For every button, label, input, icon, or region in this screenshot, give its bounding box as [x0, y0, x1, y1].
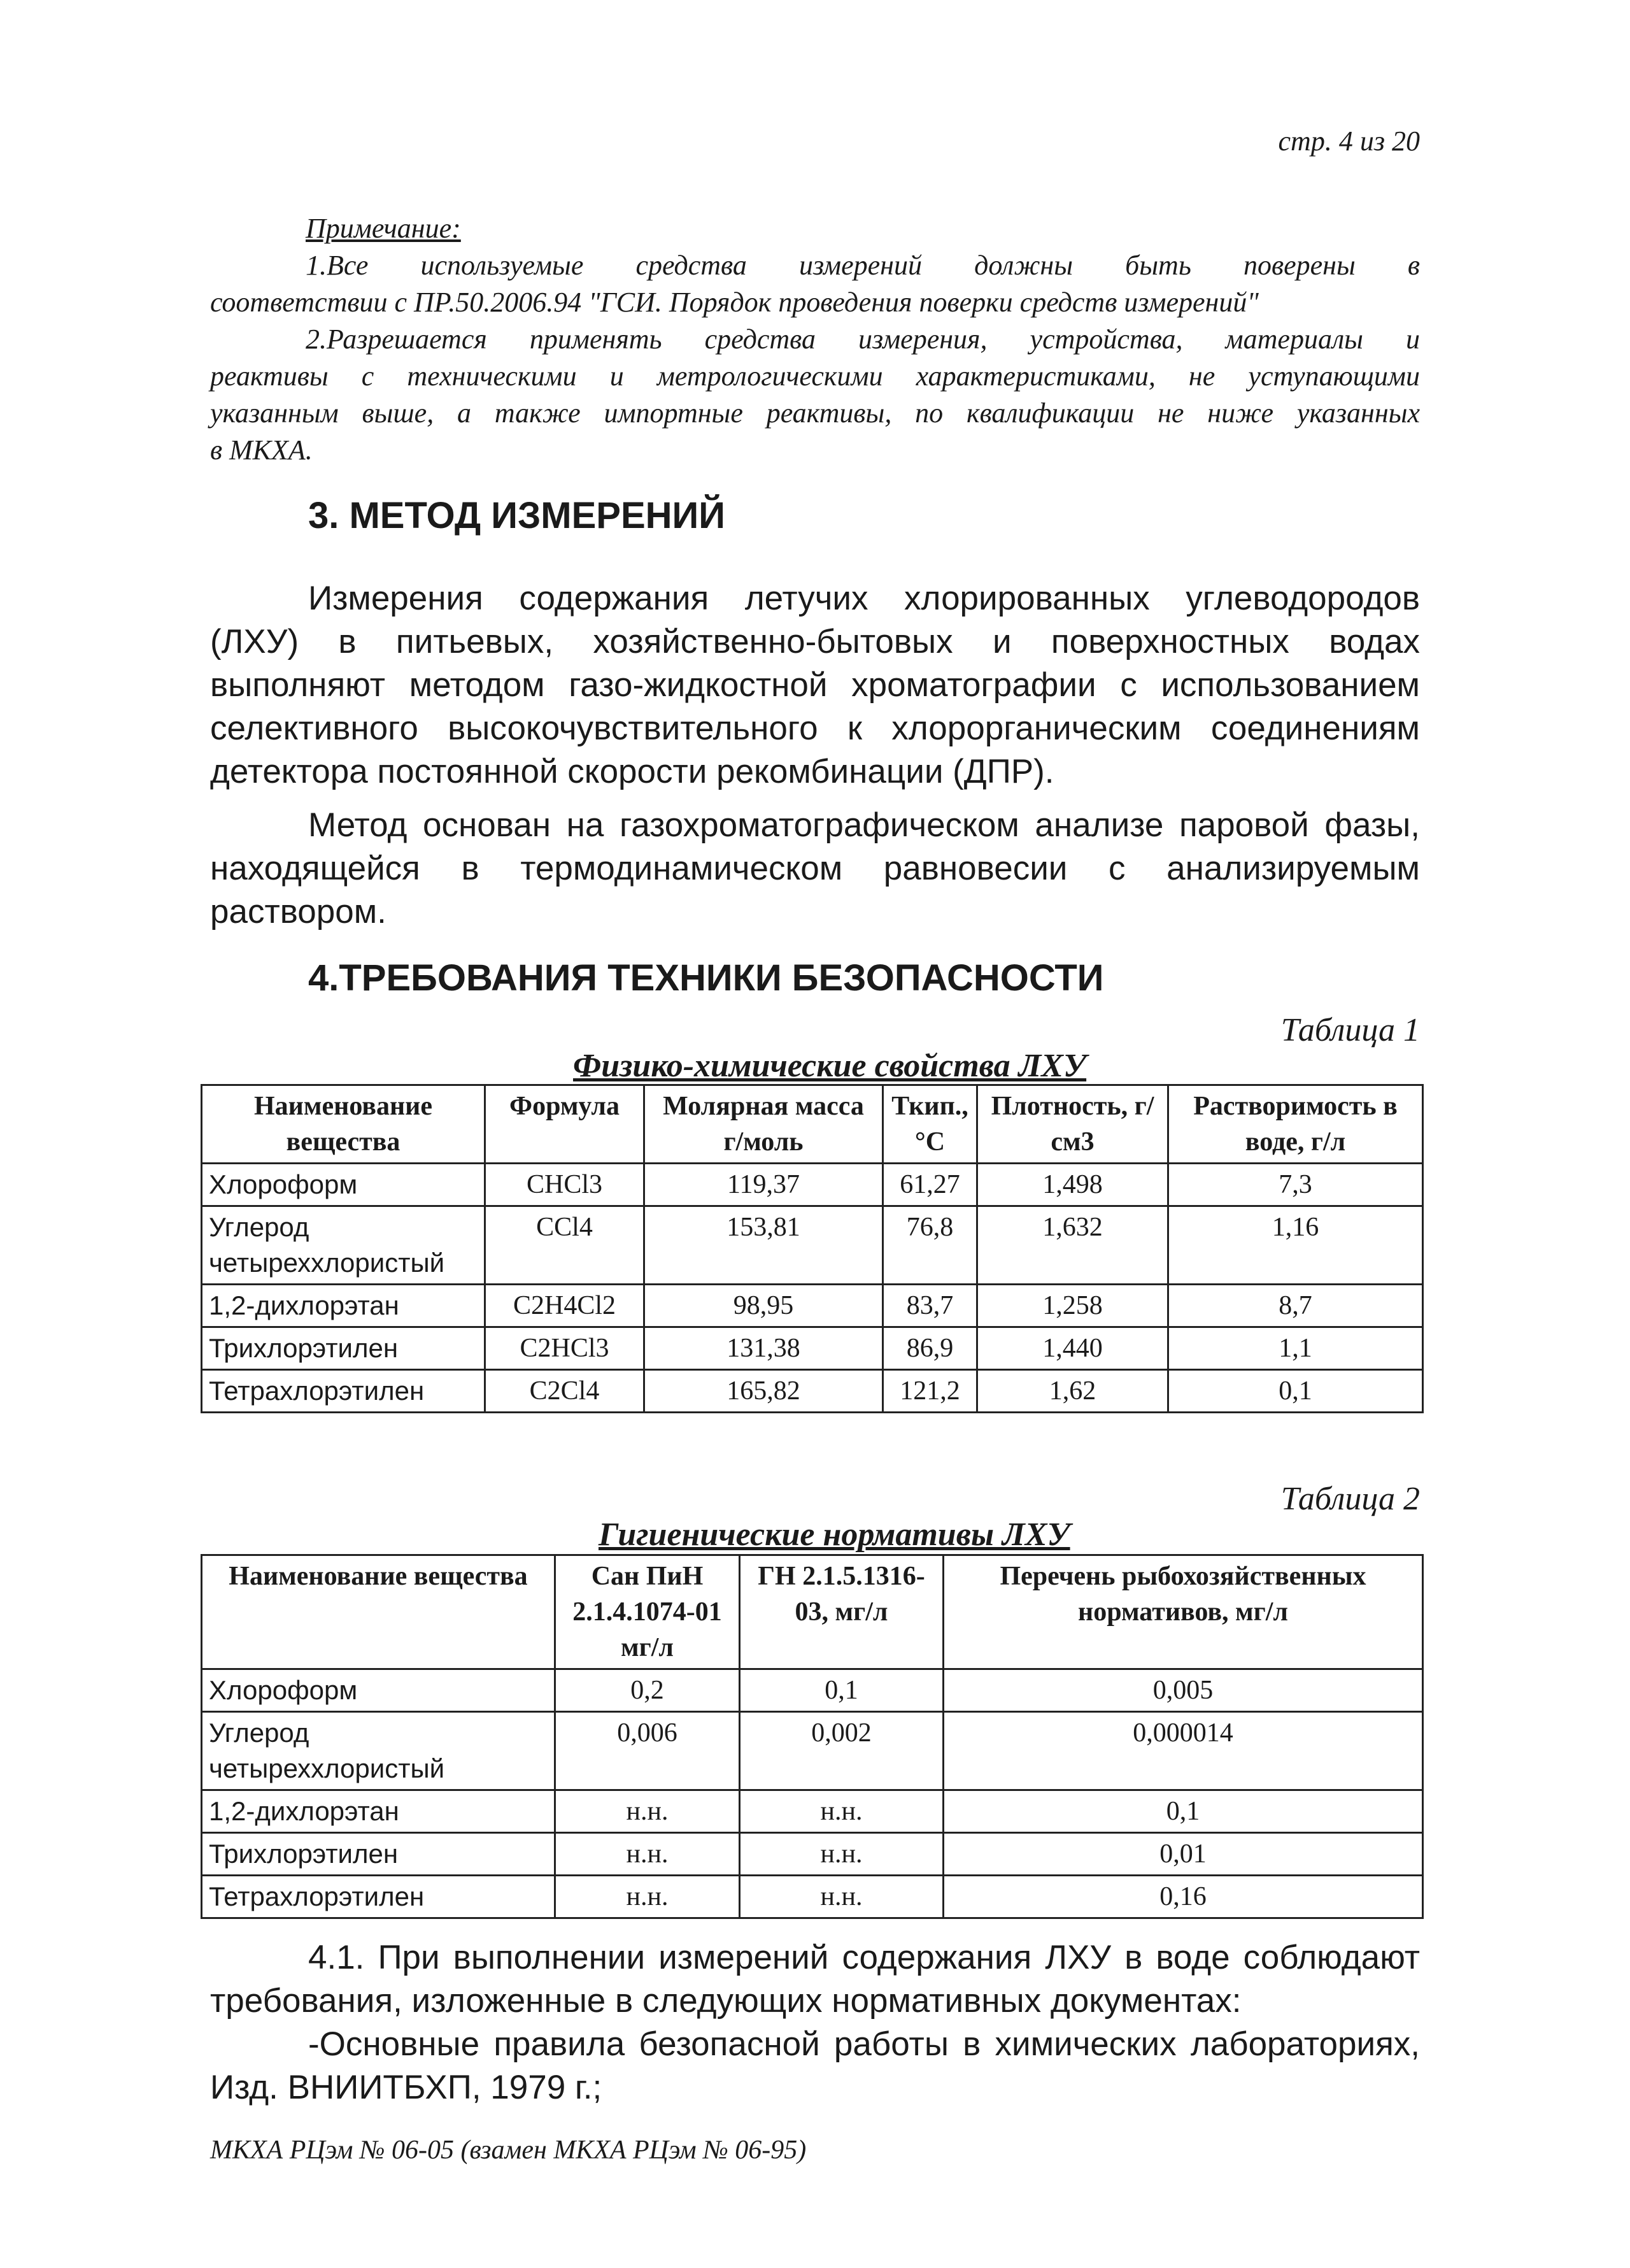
- para1-line: детектора постоянной скорости рекомбинации (ДПР).: [210, 753, 1054, 790]
- cell: 165,82: [644, 1370, 883, 1413]
- cell: Тетрахлорэтилен: [202, 1370, 485, 1413]
- para1-line: селективного высокочувствительного к хлорорганическим соединениям: [210, 710, 1420, 747]
- table2-header-row: [202, 1555, 1423, 1669]
- table-row: [202, 1164, 1423, 1206]
- table2: [201, 1554, 1424, 1919]
- cell: 8,7: [1168, 1285, 1423, 1327]
- cell: 1,632: [977, 1206, 1168, 1285]
- table-row: [202, 1370, 1423, 1413]
- section-3-heading: 3. МЕТОД ИЗМЕРЕНИЙ: [308, 495, 725, 536]
- cell: Трихлорэтилен: [202, 1327, 485, 1370]
- cell: 0,2: [555, 1669, 740, 1712]
- cell: 1,62: [977, 1370, 1168, 1413]
- cell: CHCl3: [485, 1164, 644, 1206]
- table-row: [202, 1790, 1423, 1833]
- cell: 0,002: [740, 1712, 944, 1790]
- note-p2-line3: указанным выше, а также импортные реактивы, по квалификации не ниже указанных: [210, 397, 1420, 429]
- section41-line: Изд. ВНИИТБХП, 1979 г.;: [210, 2069, 602, 2106]
- cell: 1,2-дихлорэтан: [202, 1790, 555, 1833]
- col-header-fish: Перечень рыбохозяйственных нормативов, мг/л: [944, 1555, 1423, 1669]
- cell: Хлороформ: [202, 1164, 485, 1206]
- para2-line: находящейся в термодинамическом равновесии с анализируемым: [210, 850, 1420, 887]
- cell: 7,3: [1168, 1164, 1423, 1206]
- cell: 153,81: [644, 1206, 883, 1285]
- table-row: [202, 1285, 1423, 1327]
- table2-caption: Гигиенические нормативы ЛХУ: [599, 1516, 1070, 1553]
- cell: н.н.: [740, 1833, 944, 1876]
- cell: 0,005: [944, 1669, 1423, 1712]
- cell: 1,1: [1168, 1327, 1423, 1370]
- col-header-name: Наименование вещества: [202, 1085, 485, 1164]
- note-p1-line1: 1.Все используемые средства измерений должны быть поверены в: [306, 250, 1420, 281]
- cell: н.н.: [740, 1876, 944, 1918]
- cell: Углерод четыреххлористый: [202, 1206, 485, 1285]
- cell: н.н.: [555, 1833, 740, 1876]
- cell: 83,7: [883, 1285, 977, 1327]
- section-3-para1: [210, 577, 1420, 794]
- footer-doc-id: МКХА РЦэм № 06-05 (взамен МКХА РЦэм № 06-95): [210, 2136, 807, 2165]
- table-row: [202, 1833, 1423, 1876]
- table-row: [202, 1712, 1423, 1790]
- section41-line: -Основные правила безопасной работы в химических лабораториях,: [308, 2025, 1420, 2063]
- note-title: Примечание:: [306, 213, 461, 244]
- cell: 1,498: [977, 1164, 1168, 1206]
- cell: н.н.: [555, 1876, 740, 1918]
- section-4-1: [210, 1936, 1420, 2109]
- note-block: [210, 210, 1420, 469]
- cell: 1,16: [1168, 1206, 1423, 1285]
- cell: 0,006: [555, 1712, 740, 1790]
- cell: 76,8: [883, 1206, 977, 1285]
- col-header-tboil: Ткип., °С: [883, 1085, 977, 1164]
- para1-line: Измерения содержания летучих хлорированных углеводородов: [308, 580, 1420, 617]
- section41-line: требования, изложенные в следующих нормативных документах:: [210, 1982, 1242, 2020]
- cell: Хлороформ: [202, 1669, 555, 1712]
- col-header-density: Плотность, г/см3: [977, 1085, 1168, 1164]
- table1-label: Таблица 1: [1280, 1012, 1420, 1048]
- para2-line: Метод основан на газохроматографическом анализе паровой фазы,: [308, 806, 1420, 844]
- cell: 131,38: [644, 1327, 883, 1370]
- cell: 1,440: [977, 1327, 1168, 1370]
- col-header-sanpin: Сан ПиН 2.1.4.1074-01 мг/л: [555, 1555, 740, 1669]
- table1-header-row: [202, 1085, 1423, 1164]
- note-p2-line1: 2.Разрешается применять средства измерения, устройства, материалы и: [306, 324, 1420, 355]
- cell: Углерод четыреххлористый: [202, 1712, 555, 1790]
- note-p2-line2: реактивы с техническими и метрологическими характеристиками, не уступающими: [210, 360, 1420, 392]
- cell: 98,95: [644, 1285, 883, 1327]
- cell: 1,258: [977, 1285, 1168, 1327]
- cell: C2HCl3: [485, 1327, 644, 1370]
- para2-line: раствором.: [210, 893, 386, 931]
- section-4-heading: 4.ТРЕБОВАНИЯ ТЕХНИКИ БЕЗОПАСНОСТИ: [308, 957, 1104, 999]
- cell: Трихлорэтилен: [202, 1833, 555, 1876]
- para1-line: выполняют методом газо-жидкостной хроматографии с использованием: [210, 666, 1420, 704]
- col-header-gn: ГН 2.1.5.1316-03, мг/л: [740, 1555, 944, 1669]
- section41-line: 4.1. При выполнении измерений содержания ЛХУ в воде соблюдают: [308, 1939, 1420, 1976]
- para1-line: (ЛХУ) в питьевых, хозяйственно-бытовых и поверхностных водах: [210, 623, 1420, 660]
- note-p2-line4: в МКХА.: [210, 434, 313, 466]
- cell: 1,2-дихлорэтан: [202, 1285, 485, 1327]
- cell: 86,9: [883, 1327, 977, 1370]
- cell: н.н.: [555, 1790, 740, 1833]
- cell: 0,1: [944, 1790, 1423, 1833]
- col-header-formula: Формула: [485, 1085, 644, 1164]
- cell: 121,2: [883, 1370, 977, 1413]
- cell: 0,1: [1168, 1370, 1423, 1413]
- col-header-solubility: Растворимость в воде, г/л: [1168, 1085, 1423, 1164]
- cell: 119,37: [644, 1164, 883, 1206]
- table-row: [202, 1206, 1423, 1285]
- cell: 0,16: [944, 1876, 1423, 1918]
- section-3-para2: [210, 804, 1420, 934]
- col-header-name: Наименование вещества: [202, 1555, 555, 1669]
- cell: 61,27: [883, 1164, 977, 1206]
- table2-label: Таблица 2: [1280, 1481, 1420, 1517]
- table-row: [202, 1876, 1423, 1918]
- cell: CCl4: [485, 1206, 644, 1285]
- cell: 0,000014: [944, 1712, 1423, 1790]
- cell: Тетрахлорэтилен: [202, 1876, 555, 1918]
- page-number: стр. 4 из 20: [1278, 125, 1420, 157]
- table-row: [202, 1669, 1423, 1712]
- cell: 0,1: [740, 1669, 944, 1712]
- col-header-molar: Молярная масса г/моль: [644, 1085, 883, 1164]
- table1: [201, 1084, 1424, 1413]
- cell: C2Cl4: [485, 1370, 644, 1413]
- cell: н.н.: [740, 1790, 944, 1833]
- table1-caption: Физико-химические свойства ЛХУ: [573, 1048, 1087, 1084]
- cell: C2H4Cl2: [485, 1285, 644, 1327]
- note-p1-line2: соответствии с ПР.50.2006.94 "ГСИ. Порядок проведения поверки средств измерений": [210, 287, 1259, 318]
- table-row: [202, 1327, 1423, 1370]
- cell: 0,01: [944, 1833, 1423, 1876]
